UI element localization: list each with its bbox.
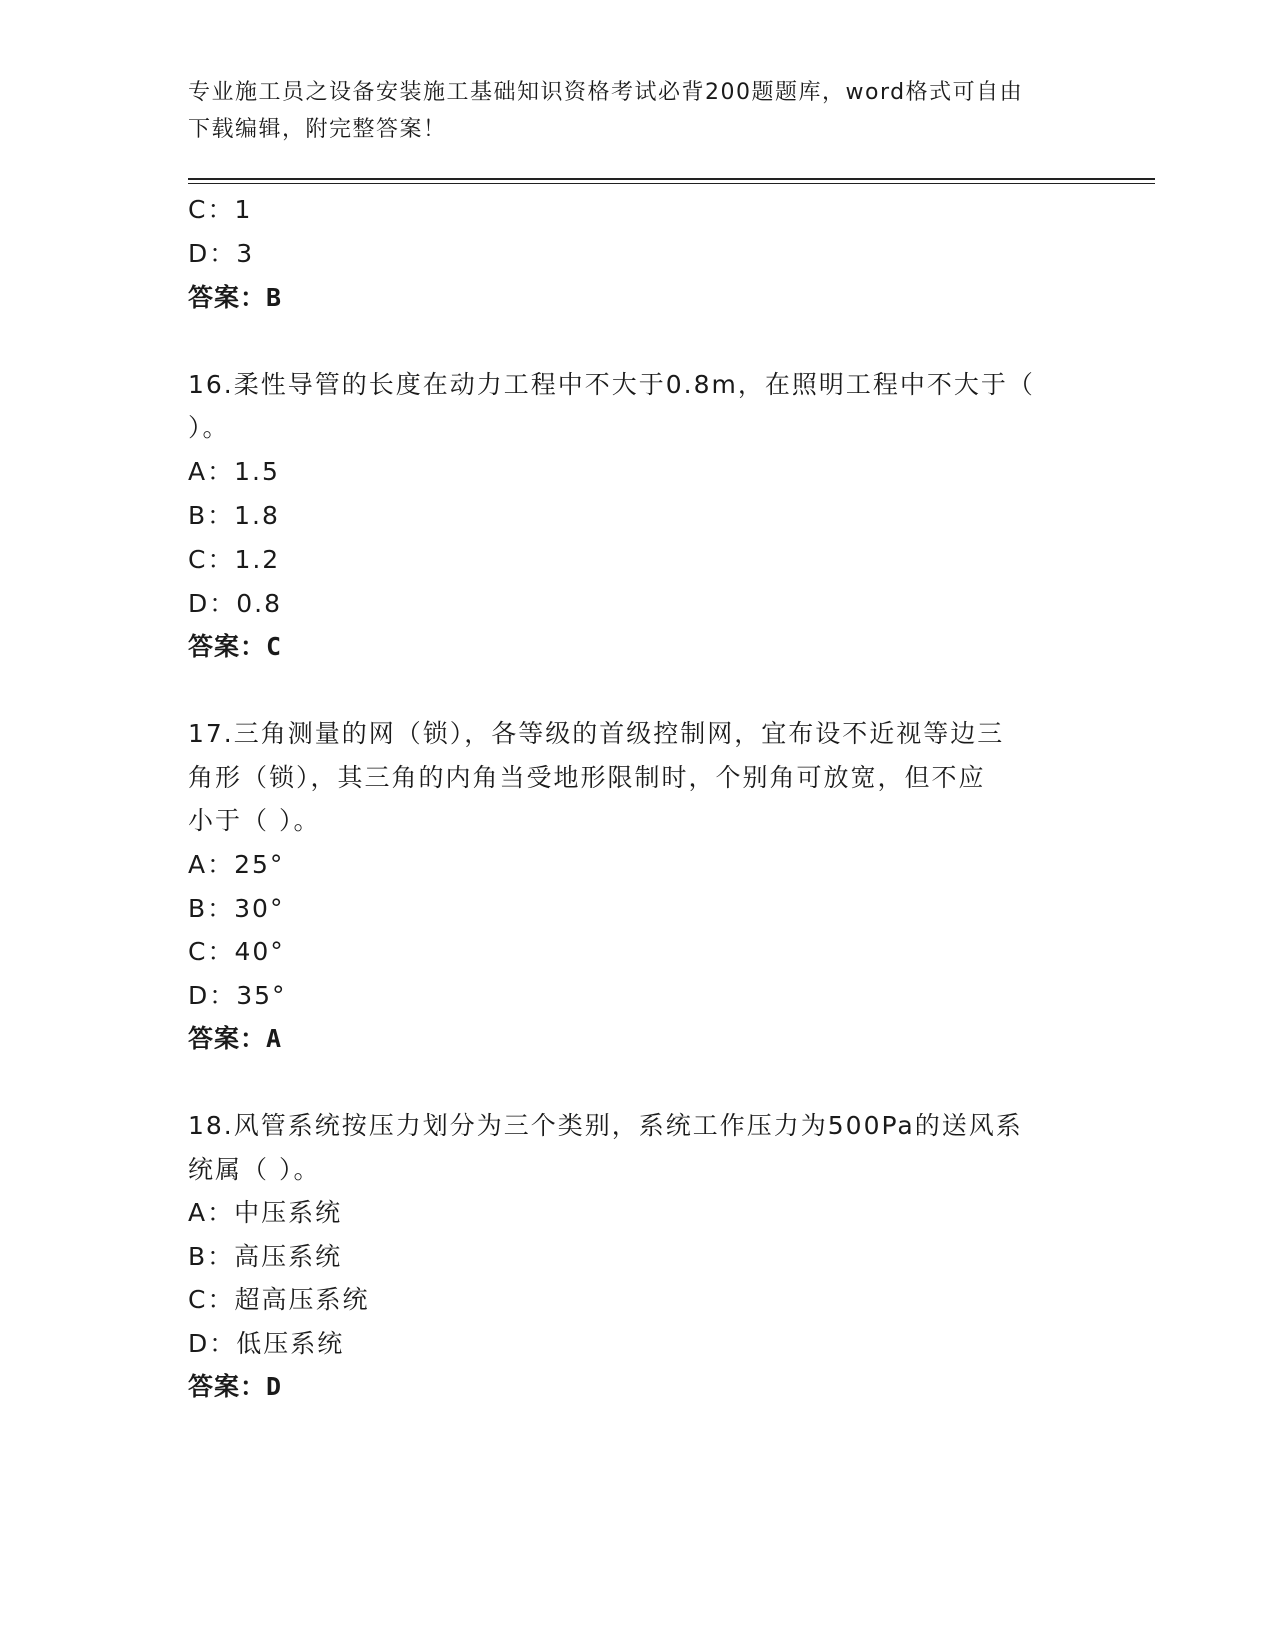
question-18-option-c: C：超高压系统 <box>188 1285 370 1314</box>
header-rule-thick <box>188 178 1155 180</box>
question-18-option-a: A：中压系统 <box>188 1198 343 1227</box>
header-line-2: 下载编辑，附完整答案！ <box>188 117 447 142</box>
question-17-option-d: D：35° <box>188 981 287 1010</box>
option-c: C：1 <box>188 195 253 224</box>
question-16-option-d: D：0.8 <box>188 589 283 618</box>
header-rule-thin <box>188 183 1155 184</box>
question-18-option-b: B：高压系统 <box>188 1242 343 1271</box>
question-18-stem-cont: 统属（ ）。 <box>188 1155 321 1184</box>
question-17-option-b: B：30° <box>188 894 285 923</box>
question-17-answer: 答案：A <box>188 1024 283 1053</box>
question-17-option-c: C：40° <box>188 937 285 966</box>
question-16-option-c: C：1.2 <box>188 545 281 574</box>
question-17-stem-cont-2: 小于（ ）。 <box>188 806 321 835</box>
answer: 答案：B <box>188 283 283 312</box>
question-17-stem-cont: 角形（锁），其三角的内角当受地形限制时，个别角可放宽，但不应 <box>188 763 986 792</box>
question-17-stem: 17.三角测量的网（锁），各等级的首级控制网，宜布设不近视等边三 <box>188 719 1005 748</box>
question-17-option-a: A：25° <box>188 850 285 879</box>
question-18-stem: 18.风管系统按压力划分为三个类别，系统工作压力为500Pa的送风系 <box>188 1111 1023 1140</box>
question-16-answer: 答案：C <box>188 632 283 661</box>
option-d: D：3 <box>188 239 255 268</box>
question-18-option-d: D：低压系统 <box>188 1329 345 1358</box>
header-line-1: 专业施工员之设备安装施工基础知识资格考试必背200题题库，word格式可自由 <box>188 80 1024 105</box>
question-16-option-b: B：1.8 <box>188 501 280 530</box>
question-16-option-a: A：1.5 <box>188 457 280 486</box>
document-header <box>188 74 1088 148</box>
question-18-answer: 答案：D <box>188 1372 283 1401</box>
question-16-stem-cont: ）。 <box>188 413 230 442</box>
question-16-stem: 16.柔性导管的长度在动力工程中不大于0.8m，在照明工程中不大于（ <box>188 370 1035 399</box>
